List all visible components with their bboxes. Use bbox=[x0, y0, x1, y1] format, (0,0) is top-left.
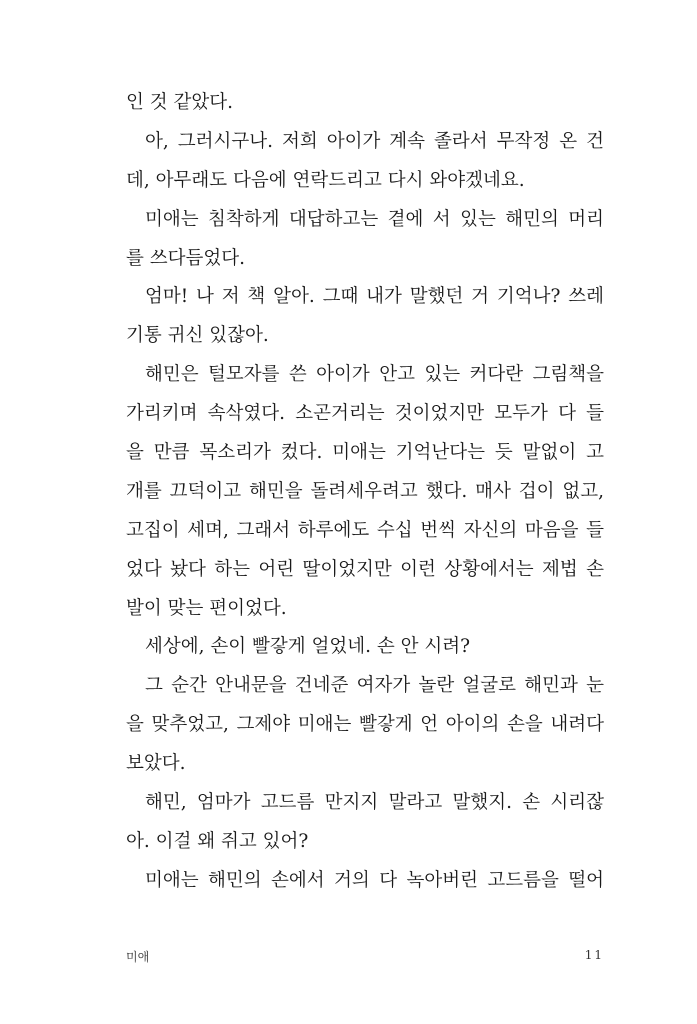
text-line: 엄마! 나 저 책 알아. 그때 내가 말했던 거 기억나? 쓰레 bbox=[145, 286, 604, 308]
text-line: 인 것 같았다. bbox=[126, 92, 233, 113]
text-line: 데, 아무래도 다음에 연락드리고 다시 와야겠네요. bbox=[126, 169, 525, 191]
text-line: 해민은 털모자를 쓴 아이가 안고 있는 커다란 그림책을 bbox=[145, 364, 604, 386]
text-line: 을 맞추었고, 그제야 미애는 빨갛게 언 아이의 손을 내려다 bbox=[126, 714, 604, 736]
body-text bbox=[126, 84, 604, 901]
text-line: 보았다. bbox=[126, 753, 186, 775]
text-line: 를 쓰다듬었다. bbox=[126, 247, 245, 269]
text-line: 미애는 침착하게 대답하고는 곁에 서 있는 해민의 머리 bbox=[145, 208, 604, 230]
text-line: 을 만큼 목소리가 컸다. 미애는 기억난다는 듯 말없이 고 bbox=[126, 442, 604, 464]
page-number: 11 bbox=[584, 948, 604, 962]
text-line: 발이 맞는 편이었다. bbox=[126, 597, 287, 619]
text-line: 고집이 세며, 그래서 하루에도 수십 번씩 자신의 마음을 들 bbox=[126, 519, 604, 541]
page-footer bbox=[126, 944, 604, 968]
text-line: 개를 끄덕이고 해민을 돌려세우려고 했다. 매사 겁이 없고, bbox=[126, 480, 604, 502]
text-line: 아, 그러시구나. 저희 아이가 계속 졸라서 무작정 온 건 bbox=[145, 130, 604, 152]
text-line: 었다 놨다 하는 어린 딸이었지만 이런 상황에서는 제법 손 bbox=[126, 558, 604, 580]
text-line: 가리키며 속삭였다. 소곤거리는 것이었지만 모두가 다 들 bbox=[126, 403, 604, 425]
text-line: 미애는 해민의 손에서 거의 다 녹아버린 고드름을 떨어 bbox=[145, 869, 604, 891]
text-line: 해민, 엄마가 고드름 만지지 말라고 말했지. 손 시리잖 bbox=[145, 792, 604, 814]
text-line: 세상에, 손이 빨갛게 얼었네. 손 안 시려? bbox=[145, 636, 471, 658]
text-line: 기통 귀신 있잖아. bbox=[126, 325, 269, 347]
text-line: 아. 이걸 왜 쥐고 있어? bbox=[126, 830, 309, 852]
text-line: 그 순간 안내문을 건네준 여자가 놀란 얼굴로 해민과 눈 bbox=[145, 675, 604, 697]
running-title: 미애 bbox=[126, 950, 150, 964]
